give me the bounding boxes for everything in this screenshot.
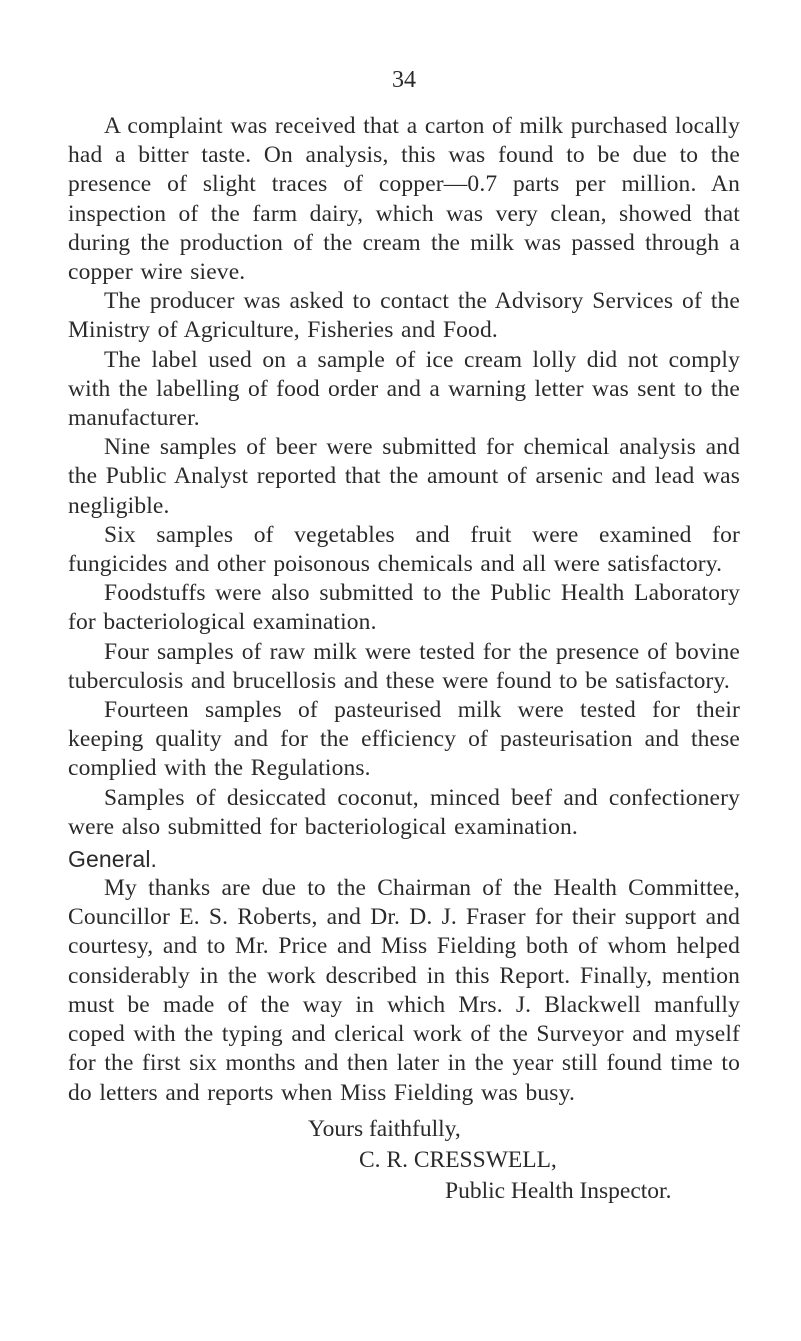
paragraph-thanks: My thanks are due to the Chairman of the Health Committee, Councillor E. S. Roberts, and Dr. D. J. Fraser for their support and courtesy, and to Mr. Price and Miss Fielding both of whom helped considerably in the work described in this Report. Finally, mention must be made of the way in which Mrs. J. Blackwell manfully coped with the typing and clerical work of the Surveyor and myself for the first six months and then later in the year still found time to do letters and reports when Miss Fielding was busy. [68,875,740,1106]
paragraph-ice-cream-label: The label used on a sample of ice cream lolly did not comply with the labelling of food order and a warning letter was sent to the manufacturer. [68,346,740,432]
paragraph-raw-milk: Four samples of raw milk were tested for the presence of bovine tuberculosis and brucellosis and these were found to be satisfactory. [68,638,740,694]
paragraph-vegetables-fruit: Six samples of vegetables and fruit were examined for fungicides and other poisonous chemicals and all were satisfactory. [68,521,740,578]
paragraph-advisory-services: The producer was asked to contact the Advisory Services of the Ministry of Agriculture, Fisheries and Food. [68,288,740,344]
paragraph-foodstuffs: Foodstuffs were also submitted to the Public Health Laboratory for bacteriological examination. [68,580,740,636]
signatory-title: Public Health Inspector. [445,1177,672,1204]
report-body [68,112,740,1207]
valediction: Yours faithfully, [308,1115,461,1142]
paragraph-desiccated-coconut: Samples of desiccated coconut, minced beef and confectionery were also submitted for bacteriological examination. [68,784,740,840]
signatory-name: C. R. CRESSWELL, [359,1146,557,1173]
signature-block [68,1114,740,1207]
section-heading-general: General. [68,846,158,873]
paragraph-beer-samples: Nine samples of beer were submitted for chemical analysis and the Public Analyst reported that the amount of arsenic and lead was negligible. [68,434,740,519]
paragraph-pasteurised-milk: Fourteen samples of pasteurised milk were tested for their keeping quality and for the efficiency of pasteurisation and these complied with the Regulations. [68,697,740,782]
page-number: 34 [392,67,416,93]
paragraph-copper-complaint: A complaint was received that a carton of milk purchased locally had a bitter taste. On analysis, this was found to be due to the presence of slight traces of copper—0.7 parts per million. An inspection of the farm dairy, which was very clean, showed that during the production of the cream the milk was passed through a copper wire sieve. [68,113,740,286]
